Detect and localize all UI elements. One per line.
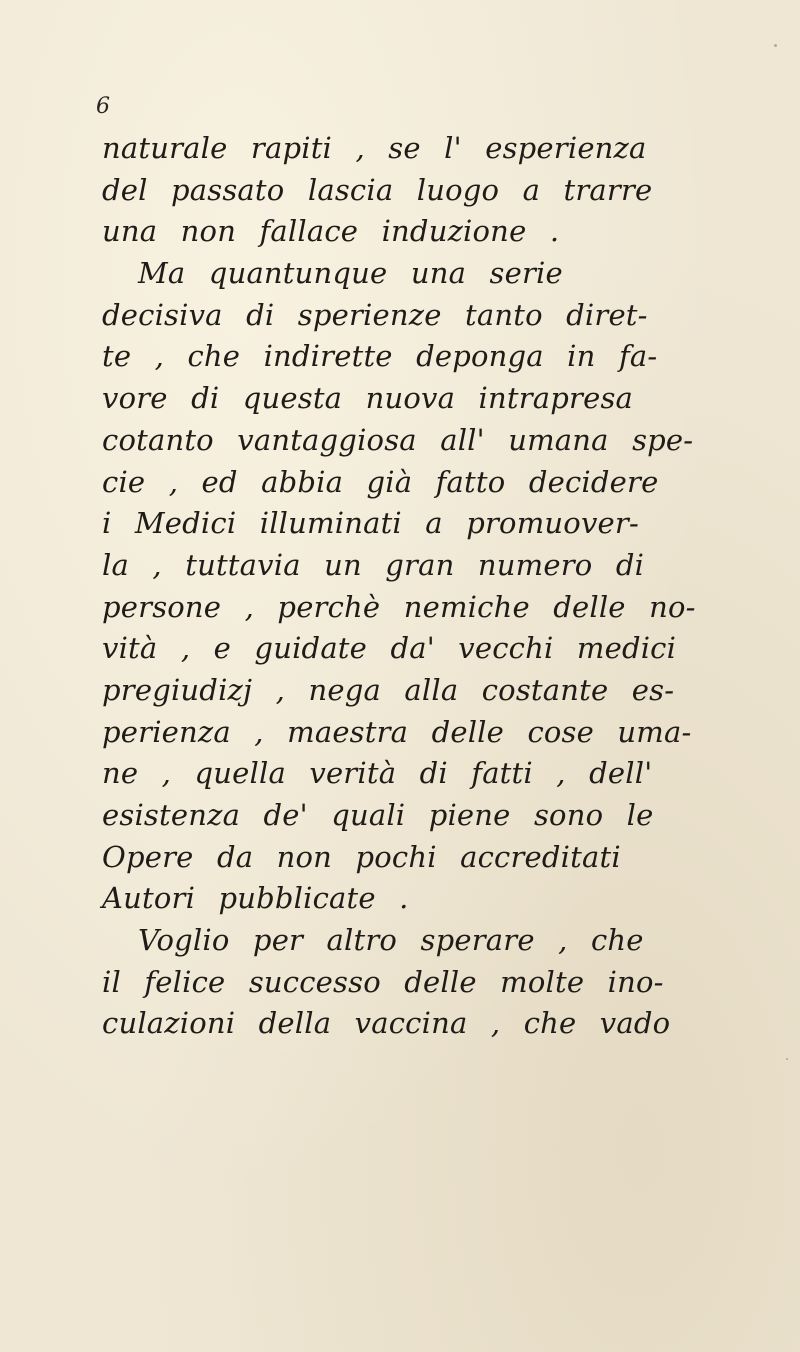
- text-line: ne , quella verità di fatti , dell': [102, 756, 653, 791]
- text-line: te , che indirette deponga in fa-: [102, 339, 658, 374]
- text-line: culazioni della vaccina , che vado: [102, 1006, 671, 1041]
- body-text: [102, 128, 742, 1045]
- text-line: Voglio per altro sperare , che: [138, 923, 644, 958]
- text-line: del passato lascia luogo a trarre: [102, 172, 653, 207]
- text-line: la , tuttavia un gran numero di: [102, 547, 645, 582]
- text-line: cie , ed abbia già fatto decidere: [102, 464, 659, 499]
- text-line: vore di questa nuova intrapresa: [102, 381, 634, 416]
- text-line: Opere da non pochi accreditati: [102, 839, 621, 874]
- text-line: una non fallace induzione .: [102, 214, 560, 249]
- text-line: persone , perchè nemiche delle no-: [102, 589, 696, 624]
- text-line: decisiva di sperienze tanto diret-: [102, 297, 648, 332]
- text-line: vità , e guidate da' vecchi medici: [102, 631, 677, 666]
- text-line: pregiudizj , nega alla costante es-: [102, 672, 675, 707]
- text-line: esistenza de' quali piene sono le: [102, 798, 654, 832]
- paper-speck: [786, 1058, 788, 1060]
- text-line: Autori pubblicate .: [102, 881, 409, 916]
- text-line: naturale rapiti , se l' esperienza: [102, 131, 647, 165]
- text-line: cotanto vantaggiosa all' umana spe-: [102, 422, 694, 457]
- text-line: Ma quantunque una serie: [138, 256, 563, 291]
- text-line: i Medici illuminati a promuover-: [102, 506, 639, 541]
- text-line: il felice successo delle molte ino-: [102, 964, 664, 999]
- paper-speck: [774, 44, 777, 47]
- page-number: 6: [96, 94, 110, 119]
- text-line: perienza , maestra delle cose uma-: [102, 714, 692, 749]
